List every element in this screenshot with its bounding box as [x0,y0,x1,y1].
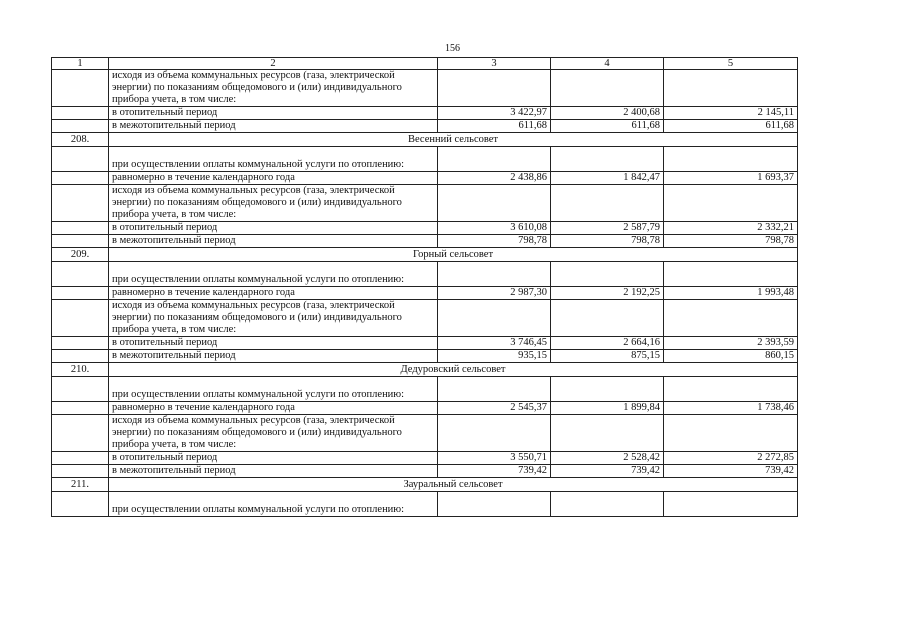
row-description: в межотопительный период [109,120,438,133]
row-index [52,337,109,350]
value-cell-col4: 798,78 [551,235,664,248]
value-cell-col3 [438,70,551,107]
page-number: 156 [445,43,460,54]
section-row [52,248,798,262]
table-row [52,120,798,133]
value-cell-col4: 2 587,79 [551,222,664,235]
row-description: при осуществлении оплаты коммунальной услуги по отоплению: [109,262,438,287]
value-cell-col5: 2 145,11 [664,107,798,120]
table-row [52,172,798,185]
row-index [52,415,109,452]
value-cell-col3 [438,415,551,452]
row-description: в межотопительный период [109,465,438,478]
row-index [52,120,109,133]
column-header: 3 [438,58,551,70]
table-row [52,107,798,120]
row-index [52,70,109,107]
value-cell-col4: 611,68 [551,120,664,133]
table-row [52,402,798,415]
value-cell-col5: 798,78 [664,235,798,248]
row-description: при осуществлении оплаты коммунальной услуги по отоплению: [109,147,438,172]
row-index [52,107,109,120]
section-title: Дедуровский сельсовет [109,363,798,377]
section-index: 210. [52,363,109,377]
column-header-row [52,58,798,70]
value-cell-col3: 3 422,97 [438,107,551,120]
row-index [52,185,109,222]
value-cell-col5 [664,147,798,172]
table-row [52,147,798,172]
row-index [52,147,109,172]
section-index: 209. [52,248,109,262]
value-cell-col3 [438,300,551,337]
table-row [52,70,798,107]
row-index [52,492,109,517]
section-title: Горный сельсовет [109,248,798,262]
value-cell-col3 [438,147,551,172]
row-index [52,300,109,337]
row-description: при осуществлении оплаты коммунальной услуги по отоплению: [109,377,438,402]
value-cell-col5: 2 332,21 [664,222,798,235]
value-cell-col3 [438,377,551,402]
row-index [52,377,109,402]
table-row [52,287,798,300]
value-cell-col3: 2 545,37 [438,402,551,415]
section-title: Зауральный сельсовет [109,478,798,492]
value-cell-col5: 2 272,85 [664,452,798,465]
value-cell-col4 [551,70,664,107]
row-index [52,235,109,248]
value-cell-col5 [664,415,798,452]
row-description: равномерно в течение календарного года [109,402,438,415]
value-cell-col5: 739,42 [664,465,798,478]
value-cell-col3: 3 610,08 [438,222,551,235]
row-description: равномерно в течение календарного года [109,172,438,185]
value-cell-col4 [551,492,664,517]
value-cell-col5: 611,68 [664,120,798,133]
table-row [52,222,798,235]
value-cell-col3: 739,42 [438,465,551,478]
value-cell-col4 [551,185,664,222]
row-description: в отопительный период [109,337,438,350]
tariff-table [51,57,798,517]
row-description: в отопительный период [109,222,438,235]
section-title: Весенний сельсовет [109,133,798,147]
value-cell-col5 [664,377,798,402]
value-cell-col3: 3 746,45 [438,337,551,350]
row-description: в межотопительный период [109,235,438,248]
column-header: 1 [52,58,109,70]
table-row [52,452,798,465]
table-row [52,300,798,337]
value-cell-col4: 1 899,84 [551,402,664,415]
row-description: в межотопительный период [109,350,438,363]
value-cell-col5 [664,300,798,337]
row-index [52,350,109,363]
value-cell-col4: 2 400,68 [551,107,664,120]
table-row [52,350,798,363]
value-cell-col4 [551,147,664,172]
table-row [52,185,798,222]
column-header: 4 [551,58,664,70]
value-cell-col4 [551,415,664,452]
table-row [52,337,798,350]
row-description: в отопительный период [109,452,438,465]
value-cell-col3: 611,68 [438,120,551,133]
row-index [52,262,109,287]
row-description: равномерно в течение календарного года [109,287,438,300]
value-cell-col4: 1 842,47 [551,172,664,185]
value-cell-col5: 1 693,37 [664,172,798,185]
value-cell-col4 [551,262,664,287]
value-cell-col5 [664,185,798,222]
row-index [52,287,109,300]
value-cell-col3: 2 987,30 [438,287,551,300]
column-header: 2 [109,58,438,70]
table-row [52,465,798,478]
value-cell-col3 [438,185,551,222]
section-index: 211. [52,478,109,492]
table-row [52,262,798,287]
value-cell-col4: 2 192,25 [551,287,664,300]
value-cell-col5 [664,70,798,107]
value-cell-col3 [438,262,551,287]
value-cell-col5: 2 393,59 [664,337,798,350]
section-row [52,133,798,147]
table-row [52,377,798,402]
row-index [52,402,109,415]
table-row [52,492,798,517]
value-cell-col3 [438,492,551,517]
value-cell-col3: 3 550,71 [438,452,551,465]
value-cell-col5: 1 993,48 [664,287,798,300]
row-index [52,465,109,478]
row-index [52,222,109,235]
table-row [52,415,798,452]
value-cell-col5: 860,15 [664,350,798,363]
value-cell-col3: 935,15 [438,350,551,363]
value-cell-col4: 875,15 [551,350,664,363]
row-description: исходя из объема коммунальных ресурсов (газа, электрической энергии) по показаниям общедомового и (или) индивидуального прибора учета, в том числе: [109,415,438,452]
value-cell-col5 [664,492,798,517]
value-cell-col3: 798,78 [438,235,551,248]
value-cell-col4: 739,42 [551,465,664,478]
row-description: исходя из объема коммунальных ресурсов (газа, электрической энергии) по показаниям общедомового и (или) индивидуального прибора учета, в том числе: [109,300,438,337]
row-description: исходя из объема коммунальных ресурсов (газа, электрической энергии) по показаниям общедомового и (или) индивидуального прибора учета, в том числе: [109,185,438,222]
value-cell-col5 [664,262,798,287]
column-header: 5 [664,58,798,70]
value-cell-col4 [551,300,664,337]
value-cell-col4: 2 664,16 [551,337,664,350]
section-row [52,478,798,492]
row-index [52,452,109,465]
section-index: 208. [52,133,109,147]
table-row [52,235,798,248]
value-cell-col5: 1 738,46 [664,402,798,415]
value-cell-col4 [551,377,664,402]
value-cell-col3: 2 438,86 [438,172,551,185]
row-index [52,172,109,185]
row-description: при осуществлении оплаты коммунальной услуги по отоплению: [109,492,438,517]
row-description: исходя из объема коммунальных ресурсов (газа, электрической энергии) по показаниям общедомового и (или) индивидуального прибора учета, в том числе: [109,70,438,107]
section-row [52,363,798,377]
value-cell-col4: 2 528,42 [551,452,664,465]
row-description: в отопительный период [109,107,438,120]
